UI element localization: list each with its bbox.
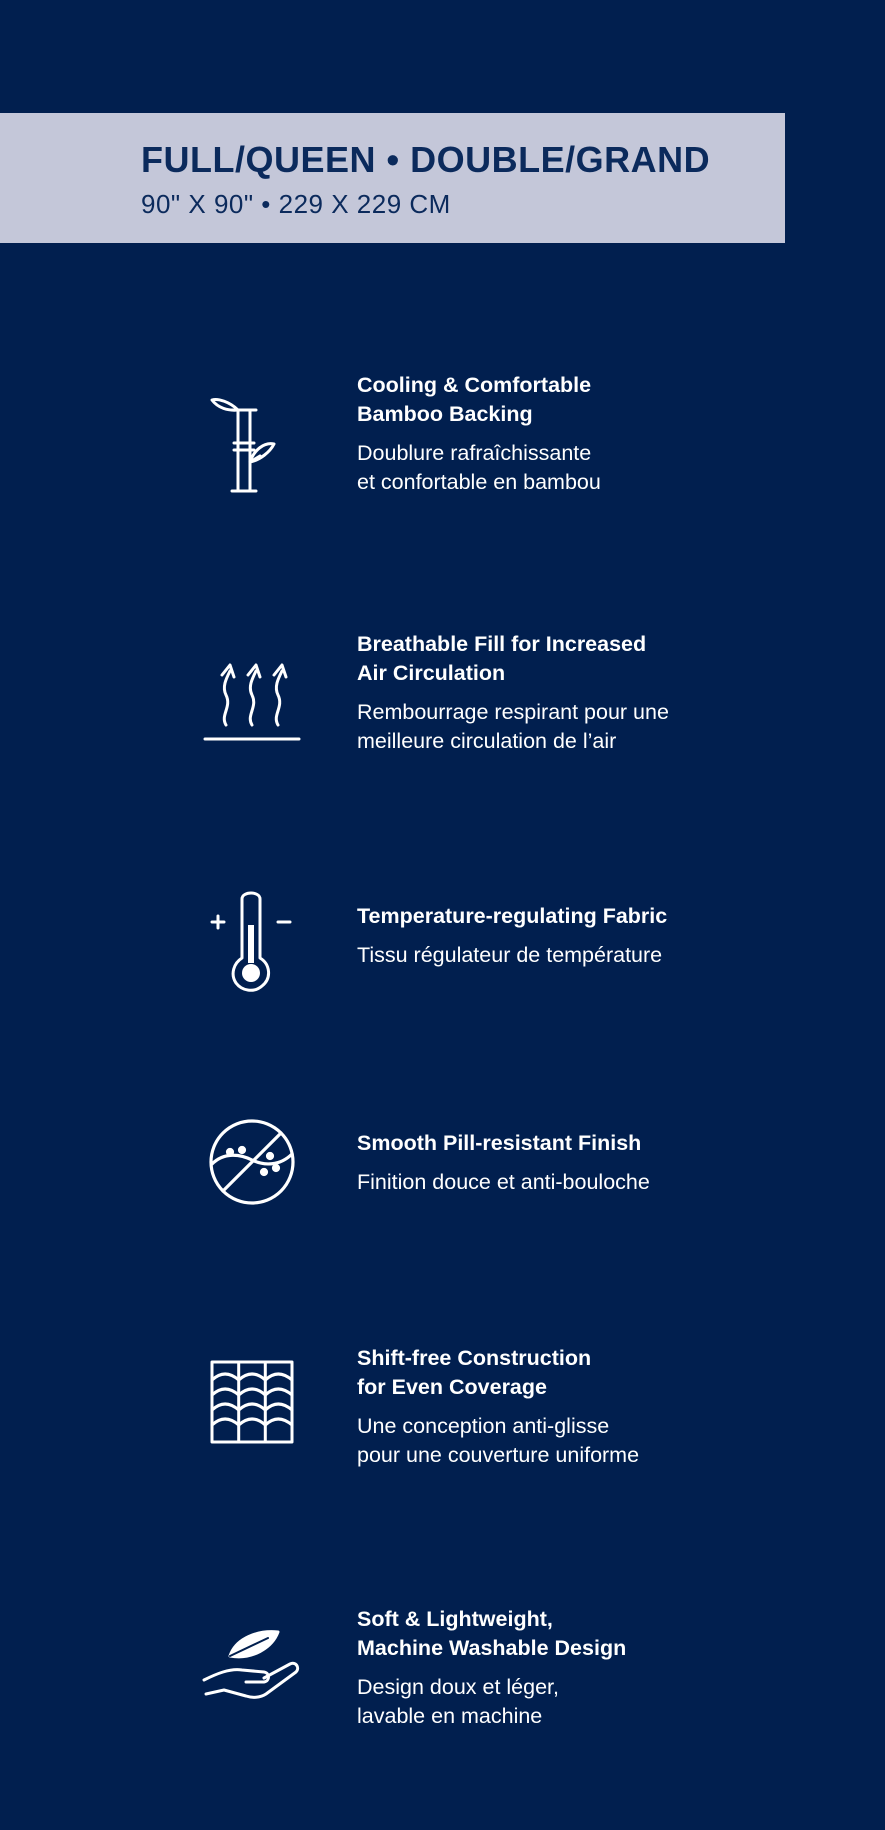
feature-text bbox=[357, 630, 817, 756]
feature-title-fr: Une conception anti-glisse pour une couverture uniforme bbox=[357, 1414, 640, 1467]
size-banner bbox=[0, 113, 785, 243]
size-dimensions: 90" X 90" • 229 X 229 CM bbox=[141, 189, 451, 219]
feature-text bbox=[357, 1605, 817, 1731]
air-circulation-icon bbox=[190, 635, 314, 759]
feature-title-en: Temperature-regulating Fabric bbox=[357, 904, 668, 928]
feature-text bbox=[357, 371, 817, 497]
feature-title-en: Soft & Lightweight, Machine Washable Design bbox=[357, 1607, 627, 1660]
feature-title-en: Shift-free Construction for Even Coverage bbox=[357, 1346, 592, 1399]
feather-hand-icon bbox=[190, 1598, 314, 1722]
thermometer-icon bbox=[190, 875, 314, 999]
feature-title-fr: Doublure rafraîchissante et confortable en bambou bbox=[357, 441, 601, 494]
feature-text bbox=[357, 1129, 817, 1197]
feature-title-en: Breathable Fill for Increased Air Circulation bbox=[357, 632, 647, 685]
feature-title-fr: Finition douce et anti-bouloche bbox=[357, 1170, 650, 1194]
feature-title-fr: Tissu régulateur de température bbox=[357, 943, 663, 967]
bamboo-icon bbox=[190, 380, 314, 504]
feature-title-en: Cooling & Comfortable Bamboo Backing bbox=[357, 373, 592, 426]
no-pilling-icon bbox=[190, 1100, 314, 1224]
quilt-grid-icon bbox=[190, 1340, 314, 1464]
feature-text bbox=[357, 902, 817, 970]
feature-title-fr: Design doux et léger, lavable en machine bbox=[357, 1675, 559, 1728]
feature-title-en: Smooth Pill-resistant Finish bbox=[357, 1131, 642, 1155]
feature-title-fr: Rembourrage respirant pour une meilleure circulation de l’air bbox=[357, 700, 669, 753]
feature-text bbox=[357, 1344, 817, 1470]
size-title: FULL/QUEEN • DOUBLE/GRAND bbox=[141, 139, 711, 180]
